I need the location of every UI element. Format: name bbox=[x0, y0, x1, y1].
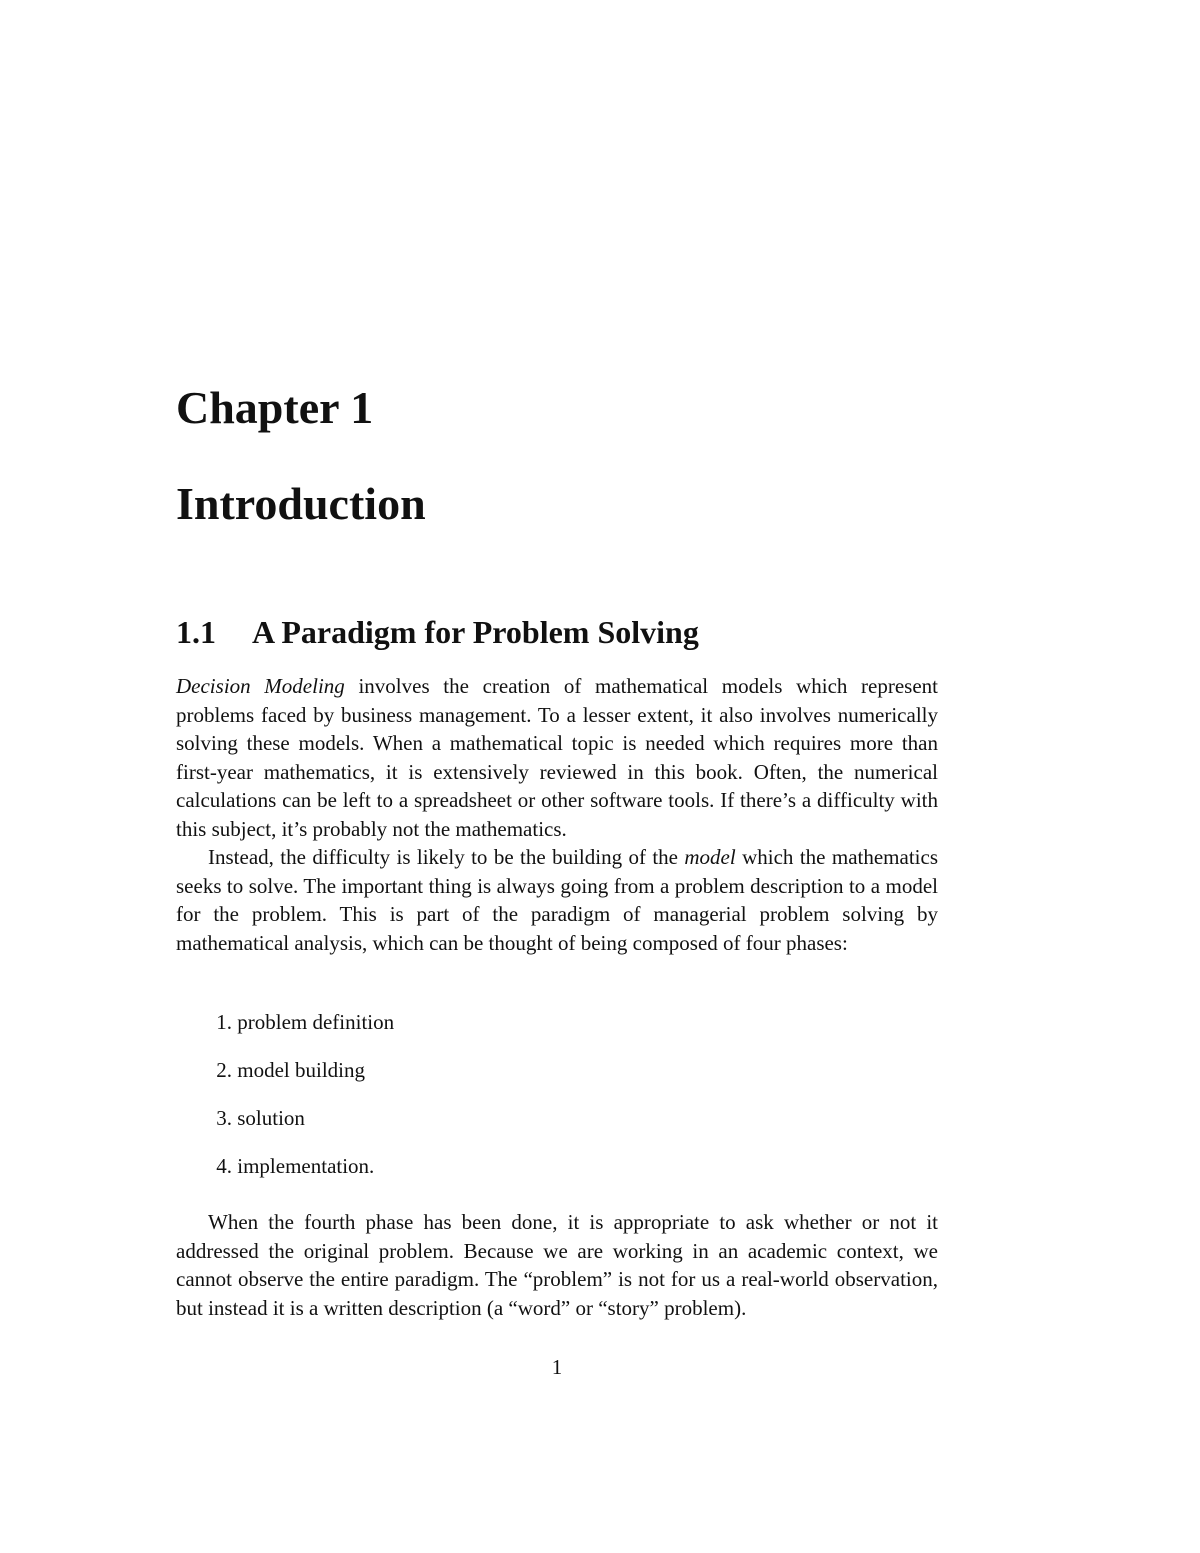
section-number: 1.1 bbox=[176, 614, 216, 650]
paragraph-2-emphasis: model bbox=[684, 845, 736, 869]
paragraph-1 bbox=[176, 672, 938, 843]
chapter-title bbox=[176, 476, 426, 532]
paragraph-3: When the fourth phase has been done, it is appropriate to ask whether or not it addressed the original problem. Because we are working in an academic context, we cannot observe the entire paradigm. The “problem” is not for us a real-world observation, but instead it is a written description (a “word” or “story” problem). bbox=[176, 1210, 938, 1320]
list-item bbox=[176, 1152, 394, 1200]
list-item-number: 2. bbox=[216, 1058, 232, 1082]
paragraph-2 bbox=[176, 843, 938, 957]
list-item bbox=[176, 1056, 394, 1104]
chapter-title-text: Introduction bbox=[176, 478, 426, 529]
list-item bbox=[176, 1008, 394, 1056]
page-number: 1 bbox=[551, 1355, 563, 1379]
list-item-text: implementation. bbox=[237, 1154, 375, 1178]
list-item-text: model building bbox=[237, 1058, 365, 1082]
phase-list bbox=[176, 1008, 394, 1200]
chapter-label: Chapter 1 bbox=[176, 382, 374, 433]
document-page bbox=[176, 0, 938, 1553]
section-title: A Paradigm for Problem Solving bbox=[252, 614, 699, 650]
list-item bbox=[176, 1104, 394, 1152]
list-item-number: 1. bbox=[216, 1010, 232, 1034]
paragraph-1-text: involves the creation of mathematical models which represent problems faced by business management. To a lesser extent, it also involves numerically solving these models. When a mathematical topic is needed which requires more than first-year mathematics, it is extensively reviewed in this book. Often, the numerical calculations can be left to a spreadsheet or other software tools. If there’s a difficulty with this subject, it’s probably not the mathematics. bbox=[176, 674, 939, 841]
paragraph-2-text-after: which the mathematics seeks to solve. The important thing is always going from a problem description to a model for the problem. This is part of the paradigm of managerial problem solving by mathematical analysis, which can be thought of being composed of four phases: bbox=[176, 845, 938, 955]
paragraph-1-emphasis: Decision Modeling bbox=[176, 674, 345, 698]
list-item-number: 4. bbox=[216, 1154, 232, 1178]
list-item-text: problem definition bbox=[237, 1010, 395, 1034]
section-heading bbox=[176, 612, 699, 652]
paragraph-2-text-before: Instead, the difficulty is likely to be the building of the bbox=[208, 845, 685, 869]
list-item-text: solution bbox=[237, 1106, 305, 1130]
list-item-number: 3. bbox=[216, 1106, 232, 1130]
